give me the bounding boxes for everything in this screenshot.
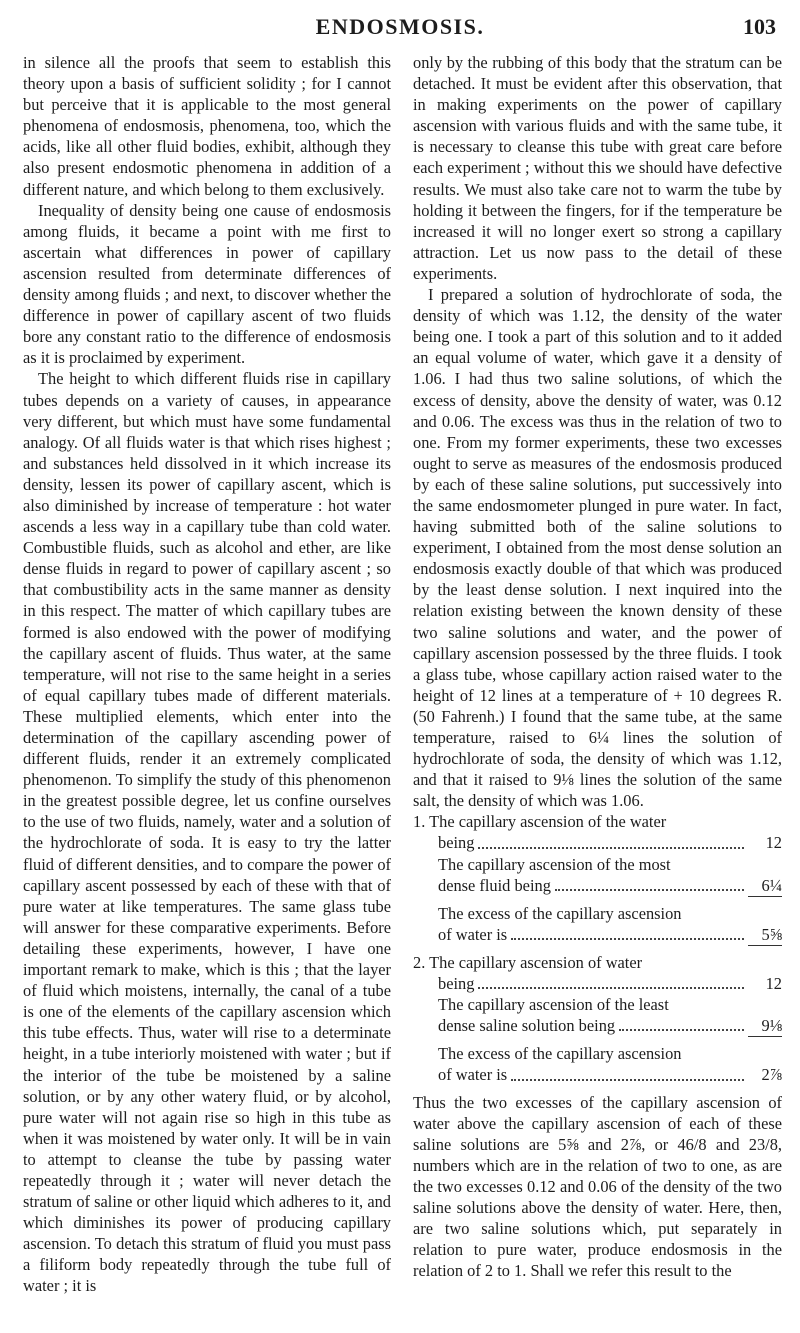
running-header [24,6,776,48]
measurement-list [413,811,782,1091]
value: 2⅞ [761,1065,782,1085]
paragraph: I prepared a solution of hydrochlorate of soda, the density of which was 1.12, the density of the water being one. I took a part of this solution and to it added an equal volume of water, which gave it a density of 1.06. I had thus two saline solutions, of which the excess of density, above the density of water, was 0.12 and 0.06. The excess was thus in the relation of two to one. From my former experiments, these two excesses ought to serve as measures of the endosmosis produced by each of these saline solutions, put successively into the same endosmometer plunged in pure water. In fact, having submitted both of the saline solutions to experiment, I obtained from the most dense solution an endosmosis exactly double of that which was produced by the least dense solution. I next inquired into the relation existing between the known density of these two saline solutions and water, and the power of capillary ascension possessed by the three fluids. I took a glass tube, whose capillary action raised water to the height of 12 lines at a temperature of + 10 degrees R. (50 Fahrenh.) I found that the same tube, at the same temperature, raised to 6¼ lines the solution of hydrochlorate of soda, the density of which was 1.12, and that it raised to 9⅛ lines the solution of the same salt, the density of which was 1.06. [413,285,782,811]
paragraph: Inequality of density being one cause of endosmosis among fluids, it became a point with me first to ascertain what differences in power of capillary ascension resulted from determinate differences of density among fluids ; and next, to discover whether the difference in power of capillary ascent of two fluids bore any constant ratio to the difference of endosmosis as it is proclaimed by experiment. [23,200,391,368]
paragraph: in silence all the proofs that seem to establish this theory upon a basis of sufficient solidity ; for I cannot but perceive that it is applicable to the most general phenomena of endosmosis, phenomena, too, which the acids, like all other fluid bodies, exhibit, although they also present endosmotic phenomena in addition of a different nature, and which belong to them exclusively. [23,53,391,199]
value: 9⅛ [761,1016,782,1036]
sum-rule [748,945,782,952]
item-number: 1. [413,812,426,832]
running-title: ENDOSMOSIS. [315,14,485,39]
paragraph: only by the rubbing of this body that the stratum can be detached. It must be evident after this observation, that in making experiments on the power of capillary ascension with various fluids and with the same tube, it is necessary to cleanse this tube with great care before each experiment ; without this we should have defective results. We must also take care not to warm the tube by holding it between the fingers, for if the temperature be increased it will no longer exert so strong a capillary attraction. Let us now pass to the detail of these experiments. [413,53,782,283]
paragraph: Thus the two excesses of the capillary ascension of water above the capillary ascension of each of these saline solutions are 5⅝ and 2⅞, or 46/8 and 23/8, numbers which are in the relation of two to one, as are the two excesses 0.12 and 0.06 of the density of the two saline solutions above the density of water. Here, then, are two saline solutions which, put separately in relation to pure water, produce endosmosis in the relation of 2 to 1. Shall we refer this result to the [413,1092,782,1281]
sum-rule [748,1036,782,1043]
left-column [23,52,391,1297]
list-item: 2. The capillary ascension of water being 12 The capillary ascension of the least dense saline solution being 9⅛ The excess of the capillary ascension of water is 2⅞ [413,952,782,1085]
value: 12 [765,833,782,853]
right-column [413,52,782,1281]
value: 5⅝ [761,924,782,944]
value: 12 [765,974,782,994]
page-number: 103 [743,14,776,39]
sum-rule [748,896,782,903]
value: 6¼ [761,875,782,895]
item-number: 2. [413,952,426,972]
list-item: 1. The capillary ascension of the water being 12 The capillary ascension of the most dense fluid being 6¼ The excess of the capillary ascension of water is 5⅝ [413,811,782,952]
paragraph: The height to which different fluids rise in capillary tubes depends on a variety of causes, in appearance very different, but which must have some fundamental analogy. Of all fluids water is that which rises highest ; and substances held dissolved in it which increase its density, lessen its power of capillary ascent, which is also diminished by increase of temperature : hot water ascends a less way in a capillary tube than cold water. Combustible fluids, such as alcohol and ether, are like dense fluids in regard to power of capillary ascent ; so that combustibility acts in the same manner as density in this respect. The matter of which capillary tubes are formed is also endowed with the power of modifying the capillary ascent of fluids. Thus water, at the same temperature, will not rise to the same height in a series of equal capillary tubes made of different materials. These multiplied elements, which enter into the determination of the capillary ascending power of different fluids, render it an extremely complicated phenomenon. To simplify the study of this phenomenon in the greatest possible degree, let us confine ourselves to the use of two fluids, namely, water and a solution of the hydrochlorate of soda. It is easy to try the latter fluid of different densities, and to compare the power of capillary ascent possessed by each of these with that of pure water at like temperatures. The same glass tube will answer for these comparative experiments. Before detailing these experiments, however, I have one important remark to make, which is this ; that the layer of fluid which moistens, internally, the canal of a tube is one of the elements of the capillary ascension which this tube effects. Thus, water will rise to a determinate height, in a tube interiorly moistened with water ; but if the interior of the tube be moistened by a saline solution, or by any other watery fluid, or by alcohol, pure water will not again rise so high in this tube as when it was moistened by water only. It will be in vain to attempt to cleanse the tube by passing water repeatedly through it ; water will never detach the stratum of saline or other liquid which adheres to it, and which diminishes its power of producing capillary ascension. To detach this stratum of fluid you must pass a filiform body repeatedly through the tube full of water ; it is [23,369,391,1296]
